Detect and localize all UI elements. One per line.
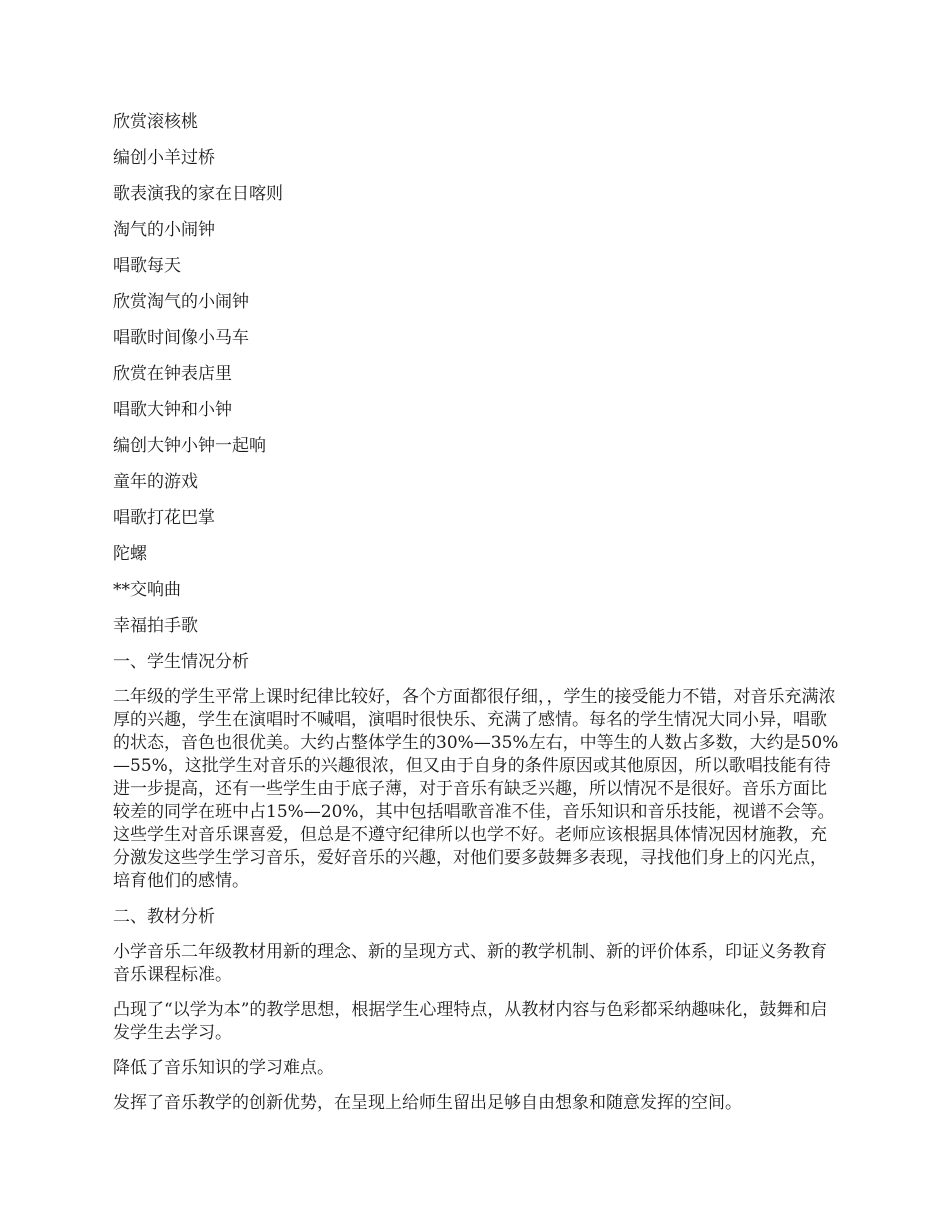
section-heading-textbook-analysis: 二、教材分析 [113, 907, 215, 927]
student-analysis-paragraph: 二年级的学生平常上课时纪律比较好，各个方面都很仔细，，学生的接受能力不错，对音乐充满浓厚的兴趣，学生在演唱时不喊唱，演唱时很快乐、充满了感情。每名的学生情况大同小异，唱歌的状态，音色也很优美。大约占整体学生的30%—35%左右，中等生的人数占多数，大约是50%—55%，这批学生对音乐的兴趣很浓，但又由于自身的条件原因或其他原因，所以歌唱技能有待进一步提高，还有一些学生由于底子薄，对于音乐有缺乏兴趣，所以情况不是很好。音乐方面比较差的同学在班中占15%—20%，其中包括唱歌音准不佳，音乐知识和音乐技能，视谱不会等。这些学生对音乐课喜爱，但总是不遵守纪律所以也学不好。老师应该根据具体情况因材施教，充分激发这些学生学习音乐，爱好音乐的兴趣，对他们要多鼓舞多表现，寻找他们身上的闪光点，培育他们的感情。 [113, 687, 839, 891]
document-page [113, 110, 843, 1127]
list-item: **交响曲 [113, 580, 181, 600]
list-item: 淘气的小闹钟 [113, 220, 215, 240]
list-item: 唱歌时间像小马车 [113, 328, 249, 348]
list-item: 歌表演我的家在日喀则 [113, 184, 283, 204]
list-item: 欣赏在钟表店里 [113, 364, 232, 384]
list-item: 陀螺 [113, 544, 147, 564]
list-item: 唱歌每天 [113, 256, 181, 276]
list-item: 欣赏淘气的小闹钟 [113, 292, 249, 312]
textbook-analysis-paragraph: 凸现了“以学为本”的教学思想，根据学生心理特点，从教材内容与色彩都采纳趣味化，鼓舞和启发学生去学习。 [113, 1000, 828, 1043]
list-item: 唱歌打花巴掌 [113, 508, 215, 528]
section-heading-student-analysis: 一、学生情况分析 [113, 652, 249, 672]
textbook-analysis-paragraph: 发挥了音乐教学的创新优势，在呈现上给师生留出足够自由想象和随意发挥的空间。 [113, 1093, 742, 1113]
textbook-analysis-paragraph: 降低了音乐知识的学习难点。 [113, 1058, 334, 1078]
list-item: 幸福拍手歌 [113, 616, 198, 636]
list-item: 童年的游戏 [113, 472, 198, 492]
list-item: 编创大钟小钟一起响 [113, 436, 266, 456]
list-item: 欣赏滚核桃 [113, 112, 198, 132]
list-item: 唱歌大钟和小钟 [113, 400, 232, 420]
list-item: 编创小羊过桥 [113, 148, 215, 168]
textbook-analysis-paragraph: 小学音乐二年级教材用新的理念、新的呈现方式、新的教学机制、新的评价体系，印证义务教育音乐课程标准。 [113, 942, 827, 985]
